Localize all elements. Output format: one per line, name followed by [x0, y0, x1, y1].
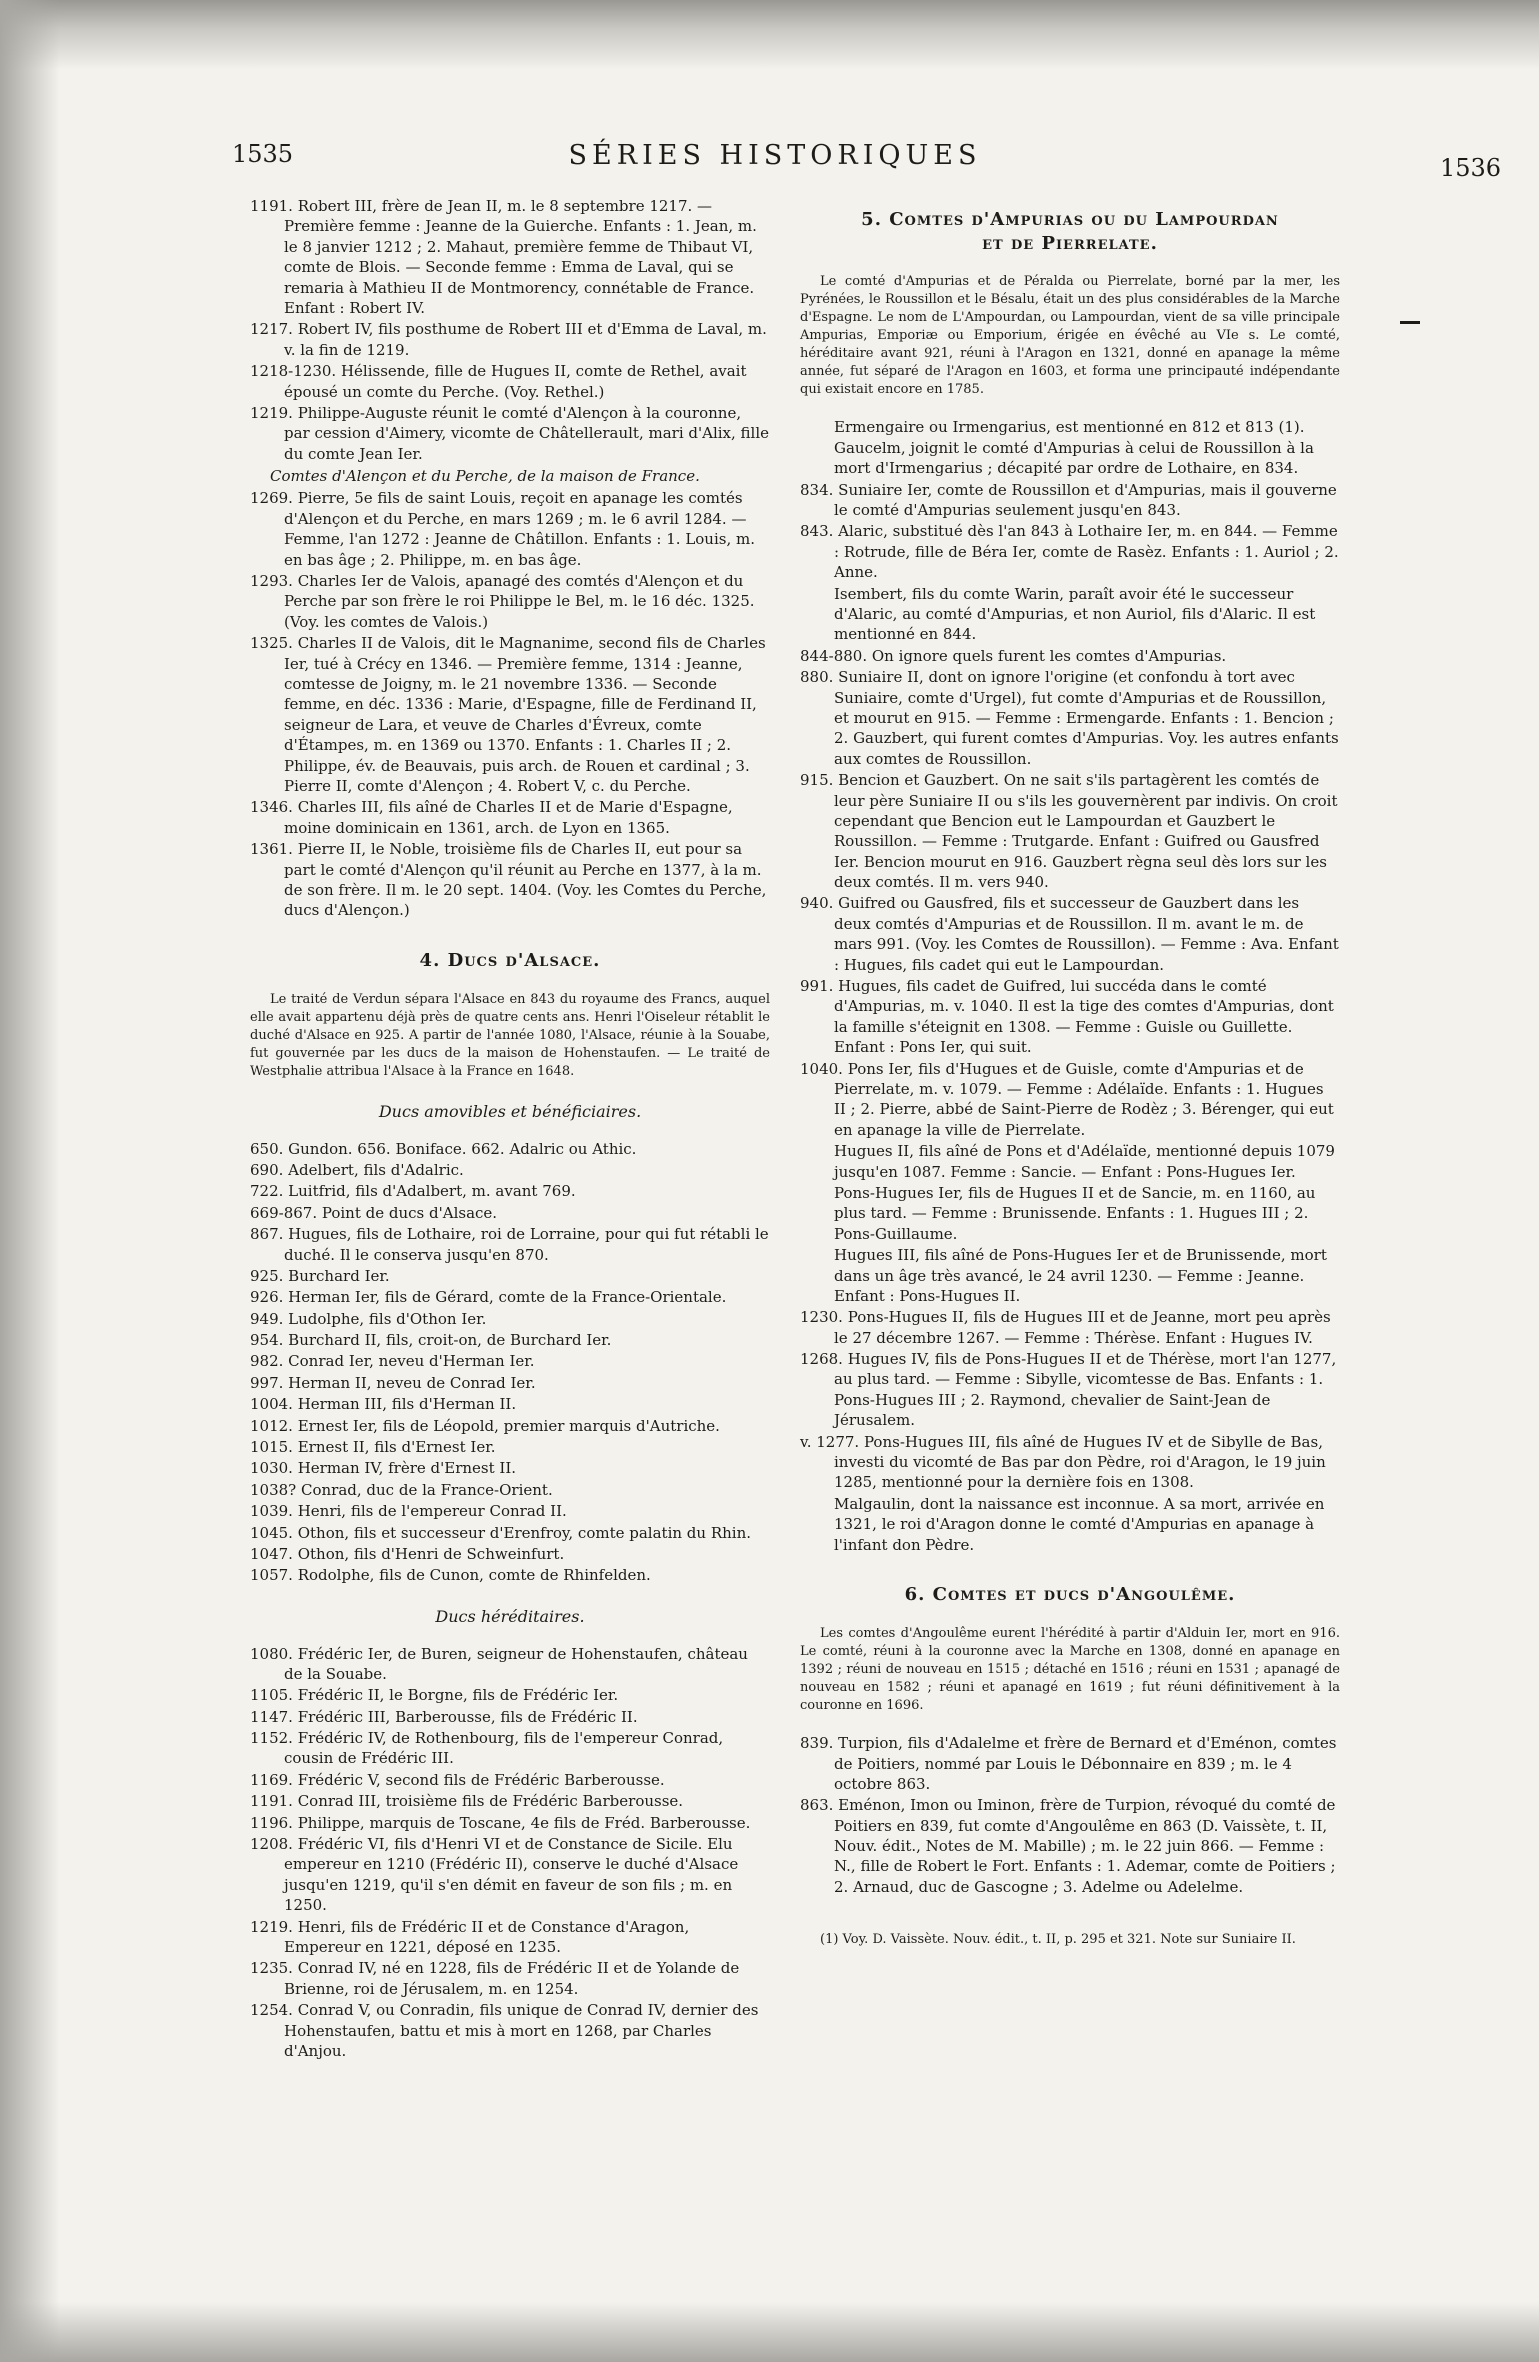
- margin-mark: [1400, 321, 1420, 324]
- running-title: SÉRIES HISTORIQUES: [568, 140, 982, 171]
- entry: 926. Herman Ier, fils de Gérard, comte de la France-Orientale.: [250, 1288, 727, 1307]
- section-title-ampurias-line2: et de Pierrelate.: [982, 233, 1158, 255]
- subheading-amovibles: Ducs amovibles et bénéficiaires.: [378, 1101, 642, 1121]
- entry: 669-867. Point de ducs d'Alsace.: [250, 1203, 498, 1222]
- entry: 1040. Pons Ier, fils d'Hugues et de Guisle, comte d'Ampurias et de Pierrelate, m. v. 1079. — Femme : Adélaïde. Enfants : 1. Hugues II ; 2. Pierre, abbé de Saint-Pierre de Rodèz ; 3. Bérenger, qui eut en apanage la ville de Pierrelate.: [800, 1059, 1334, 1139]
- entry: 1219. Philippe-Auguste réunit le comté d'Alençon à la couronne, par cession d'Aimery, vicomte de Châtellerault, mari d'Alix, fille du comte Jean Ier.: [250, 403, 770, 463]
- entry: 1152. Frédéric IV, de Rothenbourg, fils de l'empereur Conrad, cousin de Frédéric III.: [250, 1729, 724, 1768]
- entry: 1219. Henri, fils de Frédéric II et de Constance d'Aragon, Empereur en 1221, déposé en 1235.: [250, 1917, 690, 1956]
- entry: 1218-1230. Hélissende, fille de Hugues II, comte de Rethel, avait épousé un comte du Perche. (Voy. Rethel.): [250, 362, 747, 401]
- page-header: [0, 140, 1539, 180]
- entry: 1325. Charles II de Valois, dit le Magnanime, second fils de Charles Ier, tué à Crécy en 1346. — Première femme, 1314 : Jeanne, comtesse de Joigny, m. le 21 novembre 1336. — Seconde femme, en déc. 1336 : Marie, d'Espagne, fille de Ferdinand II, seigneur de Lara, et veuve de Charles d'Évreux, comte d'Étampes, m. en 1369 ou 1370. Enfants : 1. Charles II ; 2. Philippe, év. de Beauvais, puis arch. de Rouen et cardinal ; 3. Pierre II, comte d'Alençon ; 4. Robert V, c. du Perche.: [250, 634, 766, 795]
- entry: 1269. Pierre, 5e fils de saint Louis, reçoit en apanage les comtés d'Alençon et du Perche, en mars 1269 ; m. le 6 avril 1284. — Femme, l'an 1272 : Jeanne de Châtillon. Enfants : 1. Louis, m. en bas âge ; 2. Philippe, m. en bas âge.: [250, 489, 755, 569]
- entry: 867. Hugues, fils de Lothaire, roi de Lorraine, pour qui fut rétabli le duché. Il le conserva jusqu'en 870.: [250, 1225, 769, 1264]
- entry: Hugues III, fils aîné de Pons-Hugues Ier et de Brunissende, mort dans un âge très avancé, le 24 avril 1230. — Femme : Jeanne. Enfant : Pons-Hugues II.: [834, 1246, 1327, 1305]
- entry: 1038? Conrad, duc de la France-Orient.: [250, 1480, 553, 1499]
- entry: 880. Suniaire II, dont on ignore l'origine (et confondu à tort avec Suniaire, comte d'Urgel), fut comte d'Ampurias et de Roussillon, et mourut en 915. — Femme : Ermengarde. Enfants : 1. Bencion ; 2. Gauzbert, qui furent comtes d'Ampurias. Voy. les autres enfants aux comtes de Roussillon.: [800, 668, 1339, 768]
- section-title-ampurias-line1: 5. Comtes d'Ampurias ou du Lampourdan: [861, 209, 1279, 230]
- entry: 1004. Herman III, fils d'Herman II.: [250, 1395, 517, 1414]
- entry: 1030. Herman IV, frère d'Ernest II.: [250, 1459, 517, 1478]
- entry: v. 1277. Pons-Hugues III, fils aîné de Hugues IV et de Sibylle de Bas, investi du vicomté de Bas par don Pèdre, roi d'Aragon, le 19 juin 1285, mentionné pour la dernière fois en 1308.: [800, 1432, 1326, 1492]
- entry: 1254. Conrad V, ou Conradin, fils unique de Conrad IV, dernier des Hohenstaufen, battu et mis à mort en 1268, par Charles d'Anjou.: [250, 2001, 759, 2060]
- entry: Pons-Hugues Ier, fils de Hugues II et de Sancie, m. en 1160, au plus tard. — Femme : Brunissende. Enfants : 1. Hugues III ; 2. Pons-Guillaume.: [834, 1183, 1316, 1243]
- section-title-angouleme: 6. Comtes et ducs d'Angoulême.: [904, 1583, 1236, 1605]
- entries-ampurias: [800, 417, 1340, 1555]
- entry: 949. Ludolphe, fils d'Othon Ier.: [250, 1309, 487, 1328]
- entry: 1191. Robert III, frère de Jean II, m. le 8 septembre 1217. — Première femme : Jeanne de la Guierche. Enfants : 1. Jean, m. le 8 janvier 1212 ; 2. Mahaut, première femme de Thibaut VI, comte de Blois. — Seconde femme : Emma de Laval, qui se remaria à Mathieu II de Montmorency, connétable de France. Enfant : Robert IV.: [250, 197, 757, 317]
- entry: 722. Luitfrid, fils d'Adalbert, m. avant 769.: [250, 1182, 576, 1201]
- subheading-perche: Comtes d'Alençon et du Perche, de la maison de France.: [270, 467, 700, 486]
- entry: 1080. Frédéric Ier, de Buren, seigneur de Hohenstaufen, château de la Souabe.: [250, 1644, 748, 1683]
- entry: 650. Gundon. 656. Boniface. 662. Adalric ou Athic.: [250, 1139, 637, 1158]
- entry: 1346. Charles III, fils aîné de Charles II et de Marie d'Espagne, moine dominicain en 1361, arch. de Lyon en 1365.: [250, 798, 733, 837]
- entry: 1361. Pierre II, le Noble, troisième fils de Charles II, eut pour sa part le comté d'Alençon qu'il réunit au Perche en 1377, à la m. de son frère. Il m. le 20 sept. 1404. (Voy. les Comtes du Perche, ducs d'Alençon.): [250, 840, 767, 920]
- entry: 1268. Hugues IV, fils de Pons-Hugues II et de Thérèse, mort l'an 1277, au plus tard. — Femme : Sibylle, vicomtesse de Bas. Enfants : 1. Pons-Hugues III ; 2. Raymond, chevalier de Saint-Jean de Jérusalem.: [800, 1350, 1337, 1430]
- entry: 1208. Frédéric VI, fils d'Henri VI et de Constance de Sicile. Elu empereur en 1210 (Frédéric II), conserve le duché d'Alsace jusqu'en 1219, qu'il s'en démit en faveur de son fils ; m. en 1250.: [250, 1835, 739, 1915]
- entry: 991. Hugues, fils cadet de Guifred, lui succéda dans le comté d'Ampurias, m. v. 1040. Il est la tige des comtes d'Ampurias, dont la famille s'éteignit en 1308. — Femme : Guisle ou Guillette. Enfant : Pons Ier, qui suit.: [800, 977, 1334, 1057]
- entry: Hugues II, fils aîné de Pons et d'Adélaïde, mentionné depuis 1079 jusqu'en 1087. Femme : Sancie. — Enfant : Pons-Hugues Ier.: [834, 1142, 1335, 1181]
- entry: 834. Suniaire Ier, comte de Roussillon et d'Ampurias, mais il gouverne le comté d'Ampurias seulement jusqu'en 843.: [800, 480, 1337, 520]
- entry: 1293. Charles Ier de Valois, apanagé des comtés d'Alençon et du Perche par son frère le roi Philippe le Bel, m. le 16 déc. 1325. (Voy. les comtes de Valois.): [250, 572, 755, 631]
- entry: 1191. Conrad III, troisième fils de Frédéric Barberousse.: [250, 1792, 684, 1811]
- left-column: [250, 196, 770, 2062]
- scan-shadow-bottom: [0, 2302, 1539, 2362]
- entry: 1057. Rodolphe, fils de Cunon, comte de Rhinfelden.: [250, 1566, 651, 1585]
- section-intro-ampurias: Le comté d'Ampurias et de Péralda ou Pierrelate, borné par la mer, les Pyrénées, le Roussillon et le Bésalu, était un des plus considérables de la Marche d'Espagne. Le nom de L'Ampourdan, ou Lampourdan, vient de sa ville principale Ampurias, Emporiæ ou Emporium, érigée en évêché au VIe s. Le comté, héréditaire avant 921, réuni à l'Aragon en 1321, donné en apanage la même année, fut séparé de l'Aragon en 1603, et forma une principauté indépendante qui existait encore en 1785.: [800, 273, 1340, 397]
- entry: 1147. Frédéric III, Barberousse, fils de Frédéric II.: [250, 1707, 638, 1726]
- entry: 1045. Othon, fils et successeur d'Erenfroy, comte palatin du Rhin.: [250, 1523, 752, 1542]
- scan-shadow-top: [0, 0, 1539, 70]
- page-number-right: 1536: [1440, 154, 1502, 182]
- section-intro-angouleme: Les comtes d'Angoulême eurent l'hérédité à partir d'Alduin Ier, mort en 916. Le comté, réuni à la couronne avec la Marche en 1308, donné en apanage en 1392 ; réuni de nouveau en 1515 ; détaché en 1516 ; réuni en 1531 ; apanagé de nouveau en 1582 ; réuni et apanagé en 1619 ; fut réuni définitivement à la couronne en 1696.: [800, 1626, 1340, 1714]
- entries-angouleme: [800, 1733, 1340, 1897]
- page-number-left: 1535: [232, 140, 294, 168]
- entry: 839. Turpion, fils d'Adalelme et frère de Bernard et d'Eménon, comtes de Poitiers, nommé par Louis le Débonnaire en 839 ; m. le 4 octobre 863.: [800, 1734, 1337, 1793]
- entry: 940. Guifred ou Gausfred, fils et successeur de Gauzbert dans les deux comtés d'Ampurias et de Roussillon. Il m. avant le m. de mars 991. (Voy. les Comtes de Roussillon). — Femme : Ava. Enfant : Hugues, fils cadet qui eut le Lampourdan.: [800, 894, 1339, 974]
- entry: 982. Conrad Ier, neveu d'Herman Ier.: [250, 1352, 535, 1371]
- entry: 925. Burchard Ier.: [250, 1266, 390, 1285]
- scan-shadow-left: [0, 0, 60, 2362]
- section-intro-alsace: Le traité de Verdun sépara l'Alsace en 843 du royaume des Francs, auquel elle avait appartenu déjà près de quatre cents ans. Henri l'Oiseleur rétablit le duché d'Alsace en 925. A partir de l'année 1080, l'Alsace, réunie à la Souabe, fut gouvernée par les ducs de la maison de Hohenstaufen. — Le traité de Westphalie attribua l'Alsace à la France en 1648.: [250, 992, 770, 1079]
- entry: 1047. Othon, fils d'Henri de Schweinfurt.: [250, 1545, 565, 1563]
- subheading-hereditaires: Ducs héréditaires.: [435, 1606, 585, 1626]
- entry: 954. Burchard II, fils, croit-on, de Burchard Ier.: [250, 1331, 612, 1350]
- entry: 1169. Frédéric V, second fils de Frédéric Barberousse.: [250, 1770, 665, 1789]
- right-column: [800, 196, 1340, 1962]
- entries-top: [250, 196, 770, 464]
- entry: Isembert, fils du comte Warin, paraît avoir été le successeur d'Alaric, au comté d'Ampurias, et non Auriol, fils d'Alaric. Il est mentionné en 844.: [834, 584, 1316, 644]
- entry: 843. Alaric, substitué dès l'an 843 à Lothaire Ier, m. en 844. — Femme : Rotrude, fille de Béra Ier, comte de Rasèz. Enfants : 1. Auriol ; 2. Anne.: [800, 522, 1339, 582]
- entry: 863. Eménon, Imon ou Iminon, frère de Turpion, révoqué du comté de Poitiers en 839, fut comte d'Angoulême en 863 (D. Vaissète, t. II, Nouv. édit., Notes de M. Mabille) ; m. le 22 juin 866. — Femme : N., fille de Robert le Fort. Enfants : 1. Ademar, comte de Poitiers ; 2. Arnaud, duc de Gascogne ; 3. Adelme ou Adelelme.: [800, 1796, 1336, 1896]
- entries-hereditaires: [250, 1644, 770, 2062]
- entries-amovibles: [250, 1139, 770, 1586]
- entry: 1015. Ernest II, fils d'Ernest Ier.: [250, 1438, 496, 1457]
- section-title-ampurias: [800, 208, 1340, 257]
- entry: Ermengaire ou Irmengarius, est mentionné en 812 et 813 (1).: [834, 417, 1305, 436]
- entry: 1012. Ernest Ier, fils de Léopold, premier marquis d'Autriche.: [250, 1416, 720, 1435]
- entries-perche: [250, 488, 770, 920]
- entry: 1039. Henri, fils de l'empereur Conrad II.: [250, 1502, 567, 1521]
- entry: 1235. Conrad IV, né en 1228, fils de Frédéric II et de Yolande de Brienne, roi de Jérusalem, m. en 1254.: [250, 1959, 740, 1998]
- entry: 844-880. On ignore quels furent les comtes d'Ampurias.: [800, 646, 1227, 665]
- entry: 1105. Frédéric II, le Borgne, fils de Frédéric Ier.: [250, 1686, 619, 1705]
- entry: Gaucelm, joignit le comté d'Ampurias à celui de Roussillon à la mort d'Irmengarius ; décapité par ordre de Lothaire, en 834.: [834, 438, 1314, 478]
- entry: 915. Bencion et Gauzbert. On ne sait s'ils partagèrent les comtés de leur père Suniaire II ou s'ils les gouvernèrent par indivis. On croit cependant que Bencion eut le Lampourdan et Gauzbert le Roussillon. — Femme : Trutgarde. Enfant : Guifred ou Gausfred Ier. Bencion mourut en 916. Gauzbert règna seul dès lors sur les deux comtés. Il m. vers 940.: [800, 771, 1338, 892]
- footnote: (1) Voy. D. Vaissète. Nouv. édit., t. II, p. 295 et 321. Note sur Suniaire II.: [820, 1932, 1296, 1948]
- entry: 1196. Philippe, marquis de Toscane, 4e fils de Fréd. Barberousse.: [250, 1813, 751, 1832]
- entry: Malgaulin, dont la naissance est inconnue. A sa mort, arrivée en 1321, le roi d'Aragon donne le comté d'Ampurias en apanage à l'infant don Pèdre.: [834, 1494, 1325, 1554]
- entry: 997. Herman II, neveu de Conrad Ier.: [250, 1373, 536, 1392]
- entry: 690. Adelbert, fils d'Adalric.: [250, 1160, 464, 1179]
- entry: 1230. Pons-Hugues II, fils de Hugues III et de Jeanne, mort peu après le 27 décembre 1267. — Femme : Thérèse. Enfant : Hugues IV.: [800, 1308, 1331, 1347]
- section-title-alsace: 4. Ducs d'Alsace.: [419, 949, 601, 971]
- entry: 1217. Robert IV, fils posthume de Robert III et d'Emma de Laval, m. v. la fin de 1219.: [250, 320, 767, 359]
